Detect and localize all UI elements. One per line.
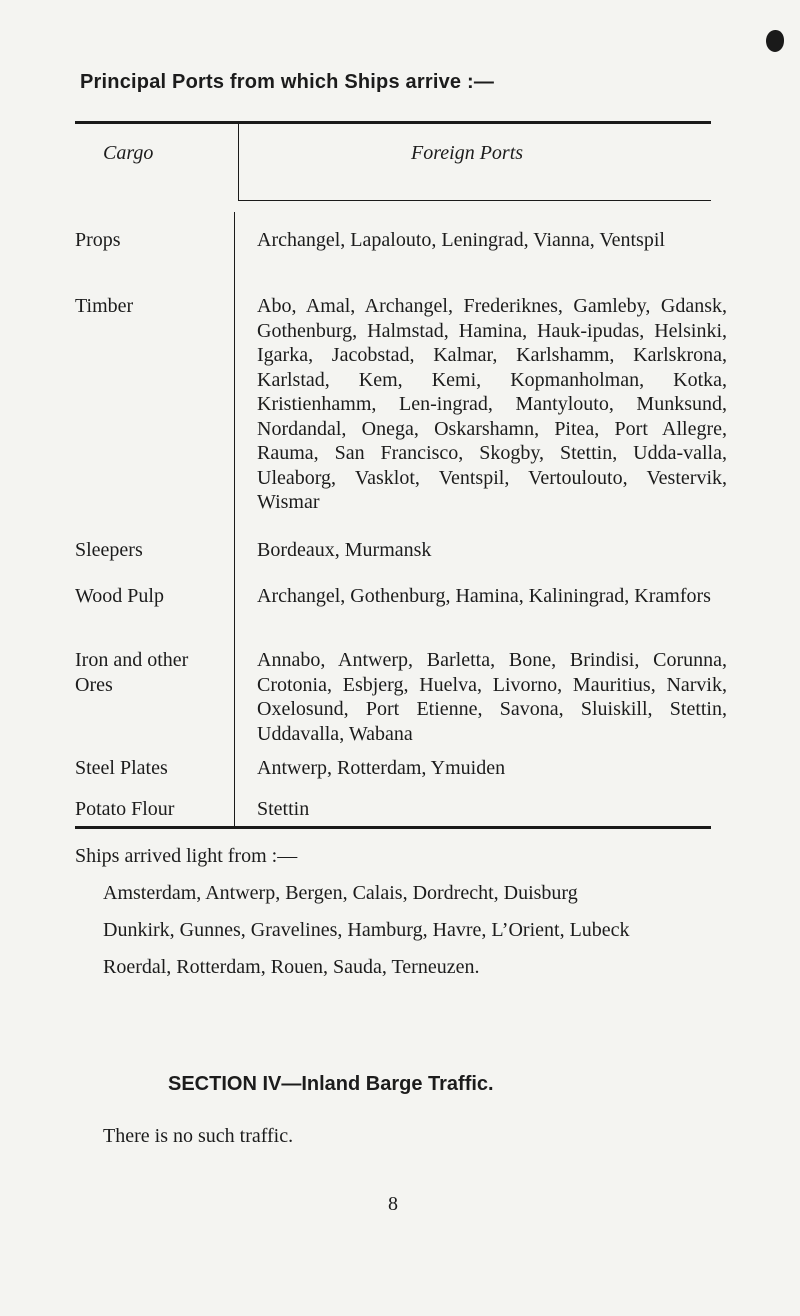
section-text: There is no such traffic. [103,1125,294,1147]
table-top-rule [75,121,711,124]
light-ships-intro: Ships arrived light from :— [75,845,298,867]
header-cargo: Cargo [103,142,154,164]
row-wood-pulp-ports: Archangel, Gothenburg, Hamina, Kaliningrad, Kramfors [257,585,711,607]
row-steel-plates-cargo: Steel Plates [75,757,168,779]
ink-blot [766,30,784,52]
row-iron-ores-ports: Annabo, Antwerp, Barletta, Bone, Brindisi, Corunna, Crotonia, Esbjerg, Huelva, Livorno, Mauritius, Narvik, Oxelosund, Port Etienne, Savona, Sluiskill, Stettin, Uddavalla, Wabana [257,649,727,745]
header-divider-rule [238,200,711,201]
section-title: SECTION IV—Inland Barge Traffic. [168,1073,494,1095]
light-ships-line: Roerdal, Rotterdam, Rouen, Sauda, Terneuzen. [103,956,480,978]
row-steel-plates-ports: Antwerp, Rotterdam, Ymuiden [257,757,506,779]
row-props-cargo: Props [75,229,121,251]
row-props-ports: Archangel, Lapalouto, Leningrad, Vianna, Ventspil [257,229,665,251]
light-ships-line: Dunkirk, Gunnes, Gravelines, Hamburg, Havre, L’Orient, Lubeck [103,919,630,941]
row-potato-flour-ports: Stettin [257,798,310,820]
row-iron-ores-cargo: Iron and other Ores [75,649,189,696]
row-sleepers-ports: Bordeaux, Murmansk [257,539,432,561]
row-timber-cargo: Timber [75,295,134,317]
page-heading: Principal Ports from which Ships arrive :— [80,71,495,93]
light-ships-line: Amsterdam, Antwerp, Bergen, Calais, Dordrecht, Duisburg [103,882,578,904]
header-foreign-ports: Foreign Ports [411,142,524,164]
row-timber-ports: Abo, Amal, Archangel, Frederiknes, Gamleby, Gdansk, Gothenburg, Halmstad, Hamina, Hauk-ipudas, Helsinki, Igarka, Jacobstad, Kalmar, Karlshamm, Karlskrona, Karlstad, Kem, Kemi, Kopmanholman, Kotka, Kristienhamm, Len-ingrad, Mantylouto, Munksund, Nordandal, Onega, Oskarshamn, Pitea, Port Allegre, Rauma, San Francisco, Skogby, Stettin, Udda-valla, Uleaborg, Vasklot, Ventspil, Vertoulouto, Vestervik, Wismar [257,295,727,513]
column-divider-lower [234,212,235,827]
row-wood-pulp-cargo: Wood Pulp [75,585,164,607]
column-divider-upper [238,122,239,201]
row-sleepers-cargo: Sleepers [75,539,143,561]
table-bottom-rule [75,826,711,829]
row-potato-flour-cargo: Potato Flour [75,798,175,820]
page-number: 8 [388,1193,398,1215]
